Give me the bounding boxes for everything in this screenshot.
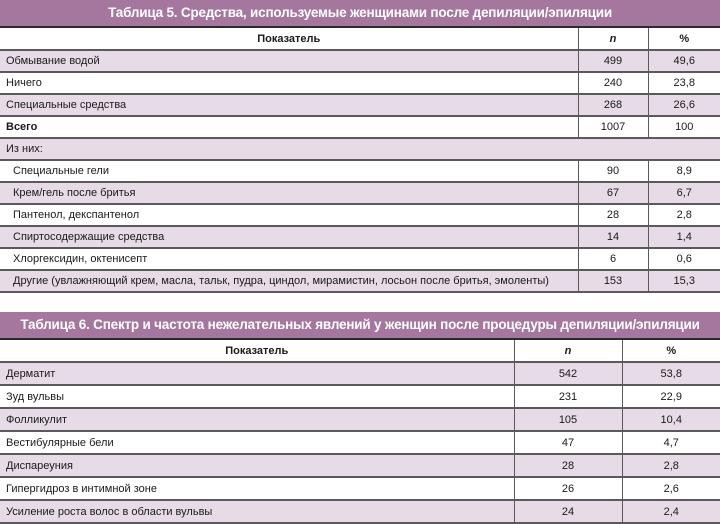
row-n: 153 — [578, 270, 648, 292]
header-percent: % — [622, 340, 720, 362]
row-percent: 22,9 — [622, 385, 720, 408]
table-row — [0, 248, 720, 270]
row-label: Специальные средства — [0, 94, 578, 116]
row-percent: 53,8 — [622, 362, 720, 385]
table-row — [0, 50, 720, 72]
row-n: 231 — [514, 385, 622, 408]
table-row — [0, 182, 720, 204]
row-n: 24 — [514, 500, 622, 523]
row-n: 499 — [578, 50, 648, 72]
row-label: Специальные гели — [0, 160, 578, 182]
row-percent: 8,9 — [648, 160, 720, 182]
row-label: Крем/гель после бритья — [0, 182, 578, 204]
table-row — [0, 226, 720, 248]
row-percent: 26,6 — [648, 94, 720, 116]
row-label: Обмывание водой — [0, 50, 578, 72]
table-row — [0, 500, 720, 523]
row-label: Хлоргексидин, октенисепт — [0, 248, 578, 270]
table-6-grid — [0, 340, 720, 524]
row-label: Ничего — [0, 72, 578, 94]
row-label: Дерматит — [0, 362, 514, 385]
row-n: 6 — [578, 248, 648, 270]
header-indicator: Показатель — [0, 340, 514, 362]
row-label: Диспареуния — [0, 454, 514, 477]
table-row — [0, 160, 720, 182]
row-n: 90 — [578, 160, 648, 182]
row-n: 105 — [514, 408, 622, 431]
header-indicator: Показатель — [0, 28, 578, 50]
table-row — [0, 72, 720, 94]
row-n: 26 — [514, 477, 622, 500]
table-row — [0, 362, 720, 385]
row-label: Вестибулярные бели — [0, 431, 514, 454]
table-row-total — [0, 116, 720, 138]
table-6 — [0, 312, 720, 524]
row-label: Зуд вульвы — [0, 385, 514, 408]
table-5-header-row — [0, 28, 720, 50]
row-percent: 23,8 — [648, 72, 720, 94]
table-row — [0, 385, 720, 408]
row-percent: 100 — [648, 116, 720, 138]
row-percent: 15,3 — [648, 270, 720, 292]
row-n: 28 — [578, 204, 648, 226]
row-percent: 10,4 — [622, 408, 720, 431]
table-5-grid — [0, 28, 720, 293]
row-label: Гипергидроз в интимной зоне — [0, 477, 514, 500]
row-label: Фолликулит — [0, 408, 514, 431]
table-row — [0, 431, 720, 454]
row-n: 28 — [514, 454, 622, 477]
header-percent: % — [648, 28, 720, 50]
table-row — [0, 204, 720, 226]
table-row — [0, 477, 720, 500]
row-n: 1007 — [578, 116, 648, 138]
row-label: Пантенол, декспантенол — [0, 204, 578, 226]
row-percent: 6,7 — [648, 182, 720, 204]
row-label: Спиртосодержащие средства — [0, 226, 578, 248]
table-row — [0, 454, 720, 477]
table-row — [0, 270, 720, 292]
row-n: 67 — [578, 182, 648, 204]
row-n: 542 — [514, 362, 622, 385]
table-row — [0, 408, 720, 431]
table-6-title: Таблица 6. Спектр и частота нежелательных явлений у женщин после процедуры депиляции/эпиляции — [0, 312, 720, 340]
table-6-header-row — [0, 340, 720, 362]
row-percent: 4,7 — [622, 431, 720, 454]
row-percent: 2,8 — [648, 204, 720, 226]
header-n: n — [514, 340, 622, 362]
row-label: Усиление роста волос в области вульвы — [0, 500, 514, 523]
row-percent: 49,6 — [648, 50, 720, 72]
row-n: 240 — [578, 72, 648, 94]
row-percent: 2,8 — [622, 454, 720, 477]
subheader-label: Из них: — [0, 138, 720, 160]
row-percent: 2,4 — [622, 500, 720, 523]
row-percent: 0,6 — [648, 248, 720, 270]
row-percent: 2,6 — [622, 477, 720, 500]
row-n: 14 — [578, 226, 648, 248]
table-5-title: Таблица 5. Средства, используемые женщинами после депиляции/эпиляции — [0, 0, 720, 28]
table-row — [0, 94, 720, 116]
row-percent: 1,4 — [648, 226, 720, 248]
row-n: 47 — [514, 431, 622, 454]
table-subheader-row — [0, 138, 720, 160]
row-label: Другие (увлажняющий крем, масла, тальк, пудра, циндол, мирамистин, лосьон после бритья, эмоленты) — [0, 270, 578, 292]
header-n: n — [578, 28, 648, 50]
row-label: Всего — [0, 116, 578, 138]
row-n: 268 — [578, 94, 648, 116]
